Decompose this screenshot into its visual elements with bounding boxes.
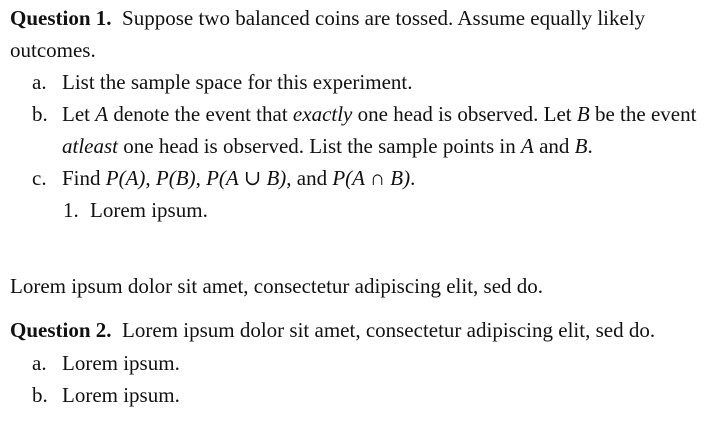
part-b-text-4: be the event [589, 102, 697, 126]
question-1-intro: Suppose two balanced coins are tossed. Assume equally likely outcomes. [10, 6, 646, 62]
q2-part-b-text: Lorem ipsum. [62, 382, 180, 407]
sub-item-1 [10, 194, 715, 226]
part-b-text-2: denote the event that [108, 102, 293, 126]
sub-item-1-marker: 1. [63, 198, 79, 222]
q2-part-b [10, 379, 715, 411]
prob-a-expression: P(A) [105, 166, 146, 190]
part-c [10, 162, 715, 194]
part-c-sep-1: , [145, 166, 156, 190]
prob-b-expression: P(B) [155, 166, 196, 190]
question-1-title: Question 1. [10, 6, 112, 30]
question-2-parts [10, 347, 715, 411]
part-b-text-1: Let [62, 102, 96, 126]
emphasis-exactly: exactly [292, 102, 353, 126]
part-b [10, 98, 715, 162]
part-b-text-3: one head is observed. Let [352, 102, 577, 126]
part-a-marker: a. [32, 70, 47, 94]
sub-item-1-text: Lorem ipsum. [90, 198, 208, 222]
part-c-sep-2: , [195, 166, 207, 190]
question-1-stem [10, 3, 715, 66]
event-b-symbol-2: B [574, 134, 588, 158]
emphasis-atleast: atleast [62, 134, 118, 158]
question-2 [10, 315, 715, 411]
part-c-text-1: Find [62, 166, 106, 190]
q2-part-b-marker: b. [32, 382, 48, 407]
q2-part-a [10, 347, 715, 379]
question-1 [10, 3, 715, 226]
body-paragraph: Lorem ipsum dolor sit amet, consectetur adipiscing elit, sed do. [10, 274, 544, 298]
part-b-text-7: . [587, 134, 593, 158]
question-2-intro: Lorem ipsum dolor sit amet, consectetur adipiscing elit, sed do. [122, 318, 656, 342]
q2-part-a-marker: a. [32, 350, 47, 375]
question-2-title: Question 2. [10, 318, 112, 342]
question-1-parts [10, 66, 715, 226]
q2-part-a-text: Lorem ipsum. [62, 350, 180, 375]
event-a-symbol: A [95, 102, 109, 126]
part-c-sep-4: . [410, 166, 416, 190]
question-2-stem [10, 315, 715, 347]
part-b-text-5: one head is observed. List the sample points in [118, 134, 522, 158]
event-a-symbol-2: A [521, 134, 534, 158]
part-b-text-6: and [533, 134, 575, 158]
part-a-text: List the sample space for this experiment. [62, 70, 413, 94]
part-c-marker: c. [32, 166, 47, 190]
prob-union-expression: P(A ∪ B) [206, 166, 287, 190]
part-c-sep-3: , and [286, 166, 333, 190]
event-b-symbol: B [576, 102, 590, 126]
part-a [10, 66, 715, 98]
part-b-marker: b. [32, 102, 48, 126]
prob-intersection-expression: P(A ∩ B) [332, 166, 411, 190]
